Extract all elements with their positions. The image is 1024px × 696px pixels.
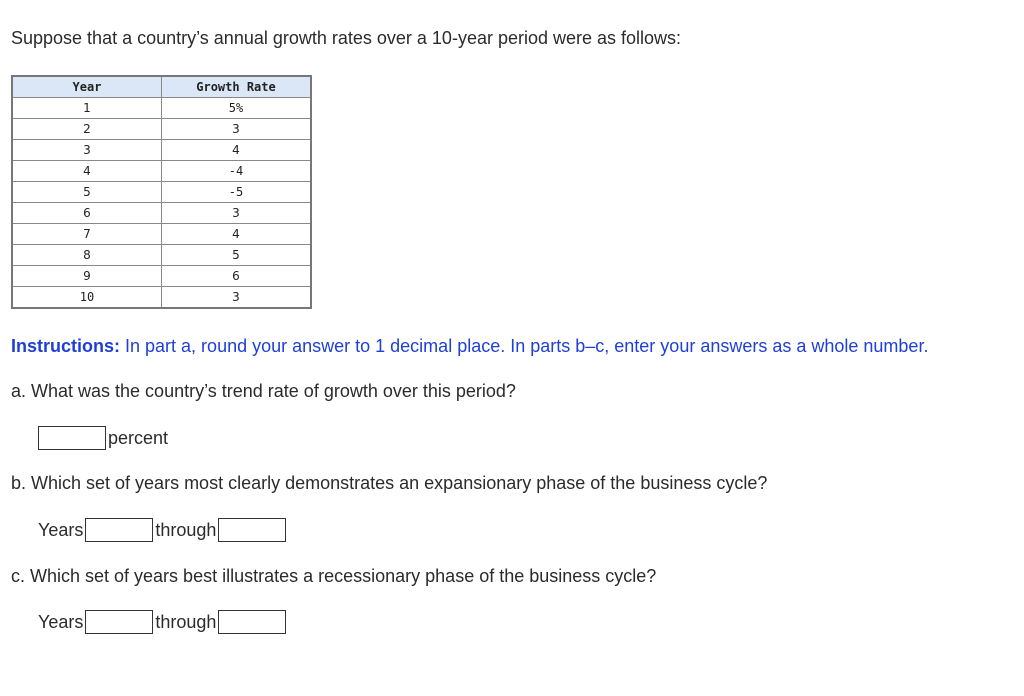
year-cell: 8 bbox=[12, 245, 162, 266]
year-cell: 2 bbox=[12, 119, 162, 140]
year-cell: 9 bbox=[12, 266, 162, 287]
trend-growth-input[interactable] bbox=[38, 426, 106, 450]
question-a: a. What was the country’s trend rate of growth over this period? bbox=[11, 381, 516, 401]
rate-cell: 4 bbox=[162, 140, 312, 161]
years-label: Years bbox=[38, 611, 84, 632]
rate-cell: 3 bbox=[162, 119, 312, 140]
growth-rate-table bbox=[11, 75, 312, 309]
header-year: Year bbox=[12, 76, 162, 98]
table-row bbox=[12, 287, 311, 309]
recession-start-year-input[interactable] bbox=[85, 610, 153, 634]
year-cell: 10 bbox=[12, 287, 162, 309]
table-row bbox=[12, 224, 311, 245]
percent-label: percent bbox=[108, 427, 169, 448]
table-row bbox=[12, 140, 311, 161]
instructions-text bbox=[11, 336, 928, 357]
table-row bbox=[12, 245, 311, 266]
rate-cell: 4 bbox=[162, 224, 312, 245]
table-row bbox=[12, 266, 311, 287]
header-growth-rate: Growth Rate bbox=[162, 76, 312, 98]
table-row bbox=[12, 182, 311, 203]
answer-b-row bbox=[38, 518, 286, 542]
expansion-end-year-input[interactable] bbox=[218, 518, 286, 542]
rate-cell: -5 bbox=[162, 182, 312, 203]
year-cell: 6 bbox=[12, 203, 162, 224]
table-header-row bbox=[12, 76, 311, 98]
question-b: b. Which set of years most clearly demonstrates an expansionary phase of the business cycle? bbox=[11, 473, 768, 493]
question-c: c. Which set of years best illustrates a recessionary phase of the business cycle? bbox=[11, 566, 657, 586]
recession-end-year-input[interactable] bbox=[218, 610, 286, 634]
rate-cell: 3 bbox=[162, 287, 312, 309]
table-row bbox=[12, 203, 311, 224]
rate-cell: 3 bbox=[162, 203, 312, 224]
through-label: through bbox=[155, 611, 217, 632]
table-row bbox=[12, 119, 311, 140]
year-cell: 4 bbox=[12, 161, 162, 182]
years-label: Years bbox=[38, 519, 84, 540]
year-cell: 1 bbox=[12, 98, 162, 119]
table-row bbox=[12, 98, 311, 119]
instructions-body: In part a, round your answer to 1 decimal place. In parts b–c, enter your answers as a whole number. bbox=[120, 336, 929, 356]
instructions-label: Instructions: bbox=[11, 336, 121, 356]
table-row bbox=[12, 161, 311, 182]
answer-c-row bbox=[38, 610, 286, 634]
rate-cell: 5% bbox=[162, 98, 312, 119]
rate-cell: 6 bbox=[162, 266, 312, 287]
year-cell: 7 bbox=[12, 224, 162, 245]
through-label: through bbox=[155, 519, 217, 540]
answer-a-row bbox=[38, 426, 170, 450]
year-cell: 3 bbox=[12, 140, 162, 161]
rate-cell: -4 bbox=[162, 161, 312, 182]
year-cell: 5 bbox=[12, 182, 162, 203]
expansion-start-year-input[interactable] bbox=[85, 518, 153, 542]
question-intro: Suppose that a country’s annual growth rates over a 10-year period were as follows: bbox=[11, 28, 682, 48]
rate-cell: 5 bbox=[162, 245, 312, 266]
